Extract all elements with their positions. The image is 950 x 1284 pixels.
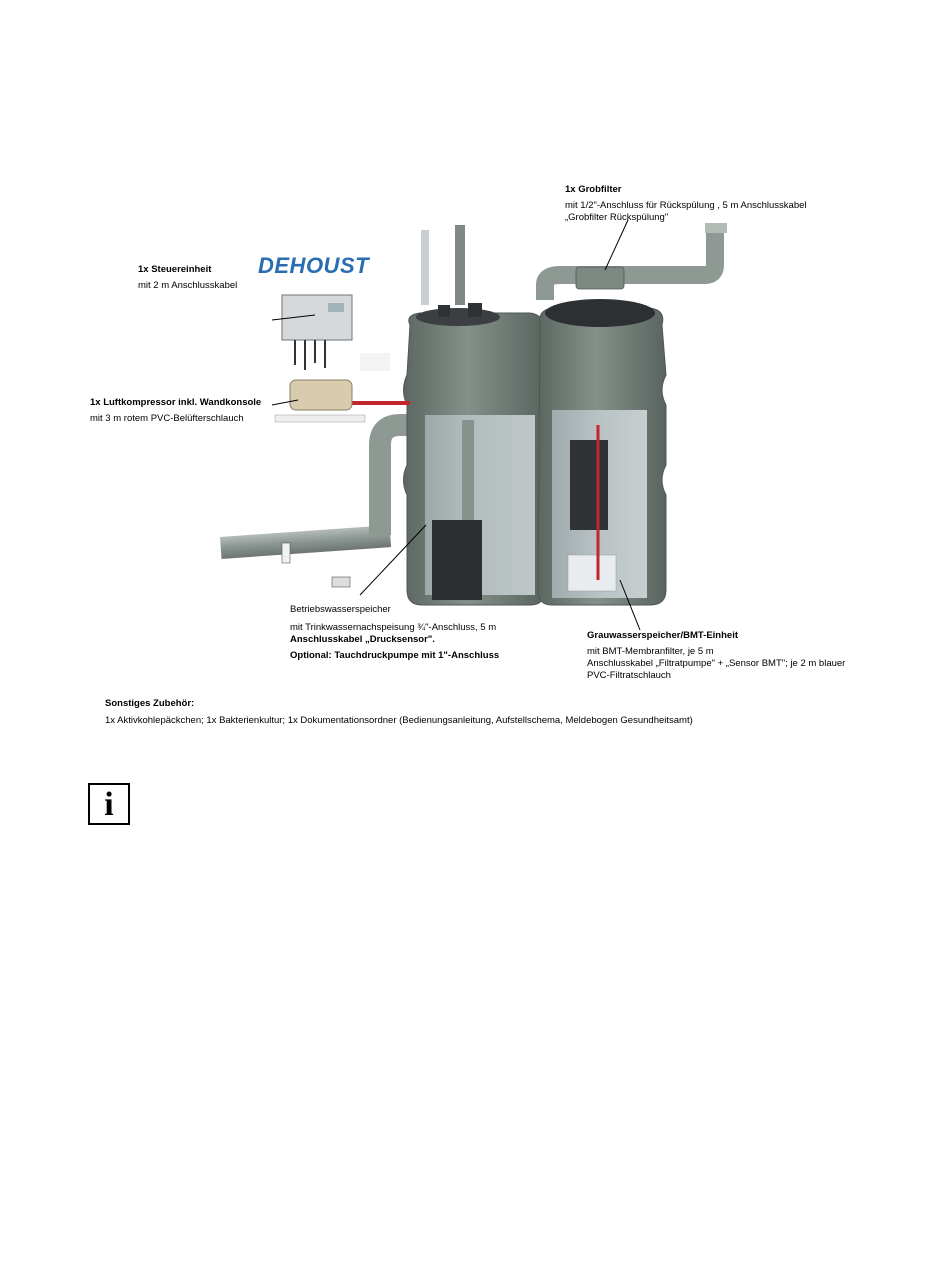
grobfilter-detail-1: mit 1/2"-Anschluss für Rückspülung , 5 m Anschlusskabel [565, 200, 807, 211]
label-steuereinheit [138, 264, 237, 292]
grobfilter-title: 1x Grobfilter [565, 184, 622, 195]
dehoust-logo: DEHOUST [258, 253, 370, 278]
zubehoer-heading: Sonstiges Zubehör: [105, 698, 195, 709]
zubehoer-section [105, 698, 693, 727]
drain-pipe [220, 425, 410, 563]
info-icon-glyph: i [104, 786, 114, 823]
grauwasser-detail-3: PVC-Filtratschlauch [587, 670, 671, 681]
zubehoer-text: 1x Aktivkohlepäckchen; 1x Bakterienkultur; 1x Dokumentationsordner (Bedienungsanleitung, Aufstellschema, Meldebogen Gesundheitsamt) [105, 715, 693, 726]
label-betriebswasser [290, 604, 499, 662]
grobfilter-detail-2: „Grobfilter Rückspülung" [565, 212, 669, 223]
betriebswasser-detail-1: mit Trinkwassernachspeisung ¾"-Anschluss, 5 m [290, 622, 497, 633]
betriebswasser-optional: Optional: Tauchdruckpumpe mit 1"-Anschluss [290, 650, 500, 661]
kompressor-detail: mit 3 m rotem PVC-Belüfterschlauch [90, 413, 244, 424]
steuereinheit-title: 1x Steuereinheit [138, 264, 212, 275]
label-kompressor [90, 397, 261, 425]
label-grobfilter [565, 184, 807, 224]
betriebswasser-tank [404, 303, 546, 605]
kompressor-title: 1x Luftkompressor inkl. Wandkonsole [90, 397, 262, 408]
grauwasser-detail-2: Anschlusskabel „Filtratpumpe" + „Sensor BMT"; je 2 m blauer [587, 658, 846, 669]
steuereinheit-detail: mit 2 m Anschlusskabel [138, 280, 238, 291]
betriebswasser-detail-2: Anschlusskabel „Drucksensor". [290, 634, 435, 645]
betriebswasser-title: Betriebswasserspeicher [290, 604, 391, 615]
grobfilter-assembly [425, 223, 727, 305]
grauwasser-tank [538, 299, 666, 605]
info-icon [88, 783, 130, 825]
grauwasser-detail-1: mit BMT-Membranfilter, je 5 m [587, 646, 714, 657]
air-compressor [275, 380, 365, 422]
control-unit [282, 295, 390, 371]
grauwasser-title: Grauwasserspeicher/BMT-Einheit [587, 630, 738, 641]
vent-grill [332, 577, 350, 587]
label-grauwasser [587, 630, 845, 682]
